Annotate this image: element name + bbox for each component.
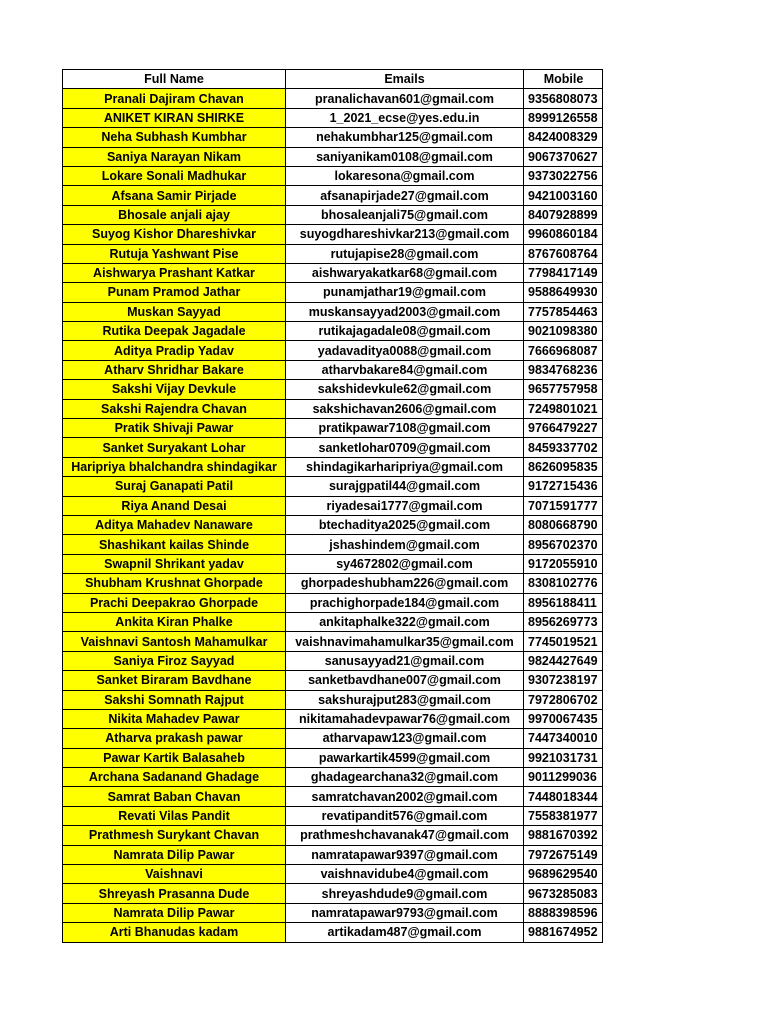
email-cell: sanketlohar0709@gmail.com (286, 438, 524, 457)
email-cell: lokaresona@gmail.com (286, 166, 524, 185)
email-cell: muskansayyad2003@gmail.com (286, 302, 524, 321)
table-row (63, 903, 603, 922)
email-cell: namratapawar9397@gmail.com (286, 845, 524, 864)
mobile-cell: 7071591777 (524, 496, 603, 515)
email-cell: sakshurajput283@gmail.com (286, 690, 524, 709)
mobile-cell: 9970067435 (524, 709, 603, 728)
table-row (63, 419, 603, 438)
table-row (63, 496, 603, 515)
mobile-cell: 8956702370 (524, 535, 603, 554)
mobile-cell: 7558381977 (524, 806, 603, 825)
mobile-cell: 8308102776 (524, 574, 603, 593)
table-row (63, 380, 603, 399)
mobile-cell: 9881670392 (524, 826, 603, 845)
email-cell: shindagikarharipriya@gmail.com (286, 457, 524, 476)
mobile-cell: 9172715436 (524, 477, 603, 496)
email-cell: suyogdhareshivkar213@gmail.com (286, 225, 524, 244)
full-name-cell: Archana Sadanand Ghadage (63, 768, 286, 787)
mobile-cell: 8424008329 (524, 128, 603, 147)
full-name-cell: Sakshi Rajendra Chavan (63, 399, 286, 418)
mobile-cell: 9766479227 (524, 419, 603, 438)
full-name-cell: Pranali Dajiram Chavan (63, 89, 286, 108)
email-cell: punamjathar19@gmail.com (286, 283, 524, 302)
full-name-cell: Pratik Shivaji Pawar (63, 419, 286, 438)
mobile-cell: 7798417149 (524, 263, 603, 282)
email-cell: namratapawar9793@gmail.com (286, 903, 524, 922)
mobile-cell: 9373022756 (524, 166, 603, 185)
mobile-cell: 7757854463 (524, 302, 603, 321)
full-name-cell: Sanket Suryakant Lohar (63, 438, 286, 457)
table-row (63, 884, 603, 903)
table-row (63, 845, 603, 864)
email-cell: bhosaleanjali75@gmail.com (286, 205, 524, 224)
full-name-cell: ANIKET KIRAN SHIRKE (63, 108, 286, 127)
full-name-cell: Saniya Narayan Nikam (63, 147, 286, 166)
mobile-cell: 9960860184 (524, 225, 603, 244)
full-name-cell: Bhosale anjali ajay (63, 205, 286, 224)
email-cell: prachighorpade184@gmail.com (286, 593, 524, 612)
full-name-cell: Samrat Baban Chavan (63, 787, 286, 806)
mobile-cell: 9657757958 (524, 380, 603, 399)
mobile-cell: 7448018344 (524, 787, 603, 806)
table-row (63, 283, 603, 302)
email-cell: nehakumbhar125@gmail.com (286, 128, 524, 147)
mobile-cell: 9307238197 (524, 671, 603, 690)
email-cell: sanusayyad21@gmail.com (286, 651, 524, 670)
table-row (63, 671, 603, 690)
full-name-cell: Namrata Dilip Pawar (63, 903, 286, 922)
table-row (63, 108, 603, 127)
table-row (63, 147, 603, 166)
full-name-cell: Namrata Dilip Pawar (63, 845, 286, 864)
full-name-cell: Shreyash Prasanna Dude (63, 884, 286, 903)
full-name-cell: Punam Pramod Jathar (63, 283, 286, 302)
mobile-cell: 8888398596 (524, 903, 603, 922)
header-full-name: Full Name (63, 70, 286, 89)
table-row (63, 302, 603, 321)
mobile-cell: 8626095835 (524, 457, 603, 476)
table-row (63, 768, 603, 787)
full-name-cell: Pawar Kartik Balasaheb (63, 748, 286, 767)
full-name-cell: Neha Subhash Kumbhar (63, 128, 286, 147)
mobile-cell: 7972806702 (524, 690, 603, 709)
full-name-cell: Aditya Mahadev Nanaware (63, 515, 286, 534)
full-name-cell: Prachi Deepakrao Ghorpade (63, 593, 286, 612)
full-name-cell: Suraj Ganapati Patil (63, 477, 286, 496)
mobile-cell: 9172055910 (524, 554, 603, 573)
mobile-cell: 9421003160 (524, 186, 603, 205)
email-cell: jshashindem@gmail.com (286, 535, 524, 554)
full-name-cell: Shubham Krushnat Ghorpade (63, 574, 286, 593)
full-name-cell: Aditya Pradip Yadav (63, 341, 286, 360)
email-cell: prathmeshchavanak47@gmail.com (286, 826, 524, 845)
mobile-cell: 9021098380 (524, 322, 603, 341)
full-name-cell: Shashikant kailas Shinde (63, 535, 286, 554)
full-name-cell: Prathmesh Surykant Chavan (63, 826, 286, 845)
table-row (63, 128, 603, 147)
contact-table (62, 69, 603, 943)
email-cell: shreyashdude9@gmail.com (286, 884, 524, 903)
header-emails: Emails (286, 70, 524, 89)
email-cell: ghorpadeshubham226@gmail.com (286, 574, 524, 593)
table-row (63, 535, 603, 554)
full-name-cell: Sakshi Somnath Rajput (63, 690, 286, 709)
email-cell: rutikajagadale08@gmail.com (286, 322, 524, 341)
mobile-cell: 9834768236 (524, 360, 603, 379)
table-row (63, 360, 603, 379)
full-name-cell: Riya Anand Desai (63, 496, 286, 515)
table-row (63, 593, 603, 612)
mobile-cell: 8956269773 (524, 612, 603, 631)
table-row (63, 341, 603, 360)
mobile-cell: 8767608764 (524, 244, 603, 263)
mobile-cell: 9689629540 (524, 865, 603, 884)
email-cell: saniyanikam0108@gmail.com (286, 147, 524, 166)
table-row (63, 612, 603, 631)
mobile-cell: 7249801021 (524, 399, 603, 418)
mobile-cell: 9588649930 (524, 283, 603, 302)
full-name-cell: Suyog Kishor Dhareshivkar (63, 225, 286, 244)
table-row (63, 632, 603, 651)
full-name-cell: Lokare Sonali Madhukar (63, 166, 286, 185)
mobile-cell: 9673285083 (524, 884, 603, 903)
mobile-cell: 8956188411 (524, 593, 603, 612)
table-row (63, 729, 603, 748)
mobile-cell: 7447340010 (524, 729, 603, 748)
header-row (63, 70, 603, 89)
email-cell: riyadesai1777@gmail.com (286, 496, 524, 515)
email-cell: aishwaryakatkar68@gmail.com (286, 263, 524, 282)
mobile-cell: 9824427649 (524, 651, 603, 670)
full-name-cell: Rutuja Yashwant Pise (63, 244, 286, 263)
full-name-cell: Atharva prakash pawar (63, 729, 286, 748)
table-row (63, 263, 603, 282)
email-cell: surajgpatil44@gmail.com (286, 477, 524, 496)
full-name-cell: Vaishnavi Santosh Mahamulkar (63, 632, 286, 651)
table-row (63, 186, 603, 205)
mobile-cell: 9921031731 (524, 748, 603, 767)
email-cell: artikadam487@gmail.com (286, 923, 524, 942)
email-cell: sakshidevkule62@gmail.com (286, 380, 524, 399)
table-row (63, 787, 603, 806)
full-name-cell: Atharv Shridhar Bakare (63, 360, 286, 379)
table-row (63, 244, 603, 263)
email-cell: btechaditya2025@gmail.com (286, 515, 524, 534)
full-name-cell: Vaishnavi (63, 865, 286, 884)
table-row (63, 651, 603, 670)
email-cell: pawarkartik4599@gmail.com (286, 748, 524, 767)
mobile-cell: 9011299036 (524, 768, 603, 787)
mobile-cell: 8459337702 (524, 438, 603, 457)
table-row (63, 709, 603, 728)
full-name-cell: Saniya Firoz Sayyad (63, 651, 286, 670)
table-row (63, 166, 603, 185)
email-cell: rutujapise28@gmail.com (286, 244, 524, 263)
mobile-cell: 9881674952 (524, 923, 603, 942)
email-cell: sanketbavdhane007@gmail.com (286, 671, 524, 690)
mobile-cell: 8999126558 (524, 108, 603, 127)
email-cell: ghadagearchana32@gmail.com (286, 768, 524, 787)
email-cell: afsanapirjade27@gmail.com (286, 186, 524, 205)
table-row (63, 515, 603, 534)
full-name-cell: Muskan Sayyad (63, 302, 286, 321)
table-row (63, 748, 603, 767)
table-row (63, 806, 603, 825)
email-cell: sy4672802@gmail.com (286, 554, 524, 573)
table-row (63, 438, 603, 457)
table-row (63, 865, 603, 884)
table-row (63, 826, 603, 845)
email-cell: samratchavan2002@gmail.com (286, 787, 524, 806)
full-name-cell: Ankita Kiran Phalke (63, 612, 286, 631)
mobile-cell: 7745019521 (524, 632, 603, 651)
full-name-cell: Aishwarya Prashant Katkar (63, 263, 286, 282)
email-cell: ankitaphalke322@gmail.com (286, 612, 524, 631)
email-cell: 1_2021_ecse@yes.edu.in (286, 108, 524, 127)
table-row (63, 399, 603, 418)
mobile-cell: 7666968087 (524, 341, 603, 360)
full-name-cell: Sakshi Vijay Devkule (63, 380, 286, 399)
email-cell: pranalichavan601@gmail.com (286, 89, 524, 108)
email-cell: vaishnavidube4@gmail.com (286, 865, 524, 884)
email-cell: yadavaditya0088@gmail.com (286, 341, 524, 360)
mobile-cell: 8080668790 (524, 515, 603, 534)
email-cell: nikitamahadevpawar76@gmail.com (286, 709, 524, 728)
email-cell: revatipandit576@gmail.com (286, 806, 524, 825)
email-cell: atharvbakare84@gmail.com (286, 360, 524, 379)
table-row (63, 322, 603, 341)
header-mobile: Mobile (524, 70, 603, 89)
full-name-cell: Haripriya bhalchandra shindagikar (63, 457, 286, 476)
full-name-cell: Swapnil Shrikant yadav (63, 554, 286, 573)
mobile-cell: 7972675149 (524, 845, 603, 864)
table-row (63, 205, 603, 224)
table-row (63, 225, 603, 244)
full-name-cell: Arti Bhanudas kadam (63, 923, 286, 942)
email-cell: vaishnavimahamulkar35@gmail.com (286, 632, 524, 651)
table-row (63, 923, 603, 942)
mobile-cell: 8407928899 (524, 205, 603, 224)
full-name-cell: Afsana Samir Pirjade (63, 186, 286, 205)
mobile-cell: 9067370627 (524, 147, 603, 166)
full-name-cell: Sanket Biraram Bavdhane (63, 671, 286, 690)
full-name-cell: Revati Vilas Pandit (63, 806, 286, 825)
full-name-cell: Rutika Deepak Jagadale (63, 322, 286, 341)
table-row (63, 574, 603, 593)
email-cell: atharvapaw123@gmail.com (286, 729, 524, 748)
table-row (63, 457, 603, 476)
table-row (63, 554, 603, 573)
mobile-cell: 9356808073 (524, 89, 603, 108)
table-row (63, 690, 603, 709)
email-cell: sakshichavan2606@gmail.com (286, 399, 524, 418)
table-row (63, 89, 603, 108)
table-row (63, 477, 603, 496)
email-cell: pratikpawar7108@gmail.com (286, 419, 524, 438)
full-name-cell: Nikita Mahadev Pawar (63, 709, 286, 728)
